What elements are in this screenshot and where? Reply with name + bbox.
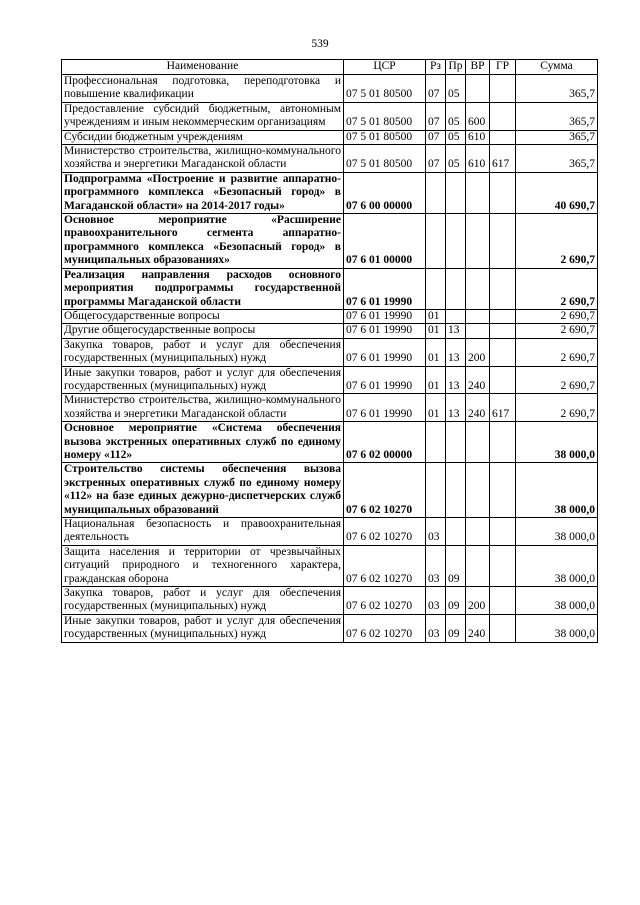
table-row (62, 214, 598, 269)
cell-pr: 13 (446, 394, 466, 422)
cell-gr (490, 75, 516, 103)
cell-csr: 07 6 01 19990 (344, 394, 426, 422)
cell-csr: 07 6 02 10270 (344, 614, 426, 642)
page-number: 539 (311, 38, 329, 50)
cell-gr (490, 268, 516, 309)
cell-rz (426, 214, 446, 269)
cell-sum: 2 690,7 (516, 309, 598, 323)
cell-name: Министерство строительства, жилищно-коммунального хозяйства и энергетики Магаданской области (62, 394, 344, 422)
table-row (62, 130, 598, 144)
cell-sum: 365,7 (516, 145, 598, 173)
cell-pr: 05 (446, 75, 466, 103)
cell-csr: 07 5 01 80500 (344, 75, 426, 103)
cell-vr (466, 172, 490, 213)
cell-vr (466, 268, 490, 309)
cell-vr (466, 309, 490, 323)
cell-gr (490, 422, 516, 463)
cell-vr: 200 (466, 338, 490, 366)
cell-sum: 2 690,7 (516, 268, 598, 309)
cell-gr (490, 587, 516, 615)
cell-name: Основное мероприятие «Расширение правоохранительного сегмента аппаратно-программного комплекса «Безопасный город» в муниципальных образованиях» (62, 214, 344, 269)
cell-rz (426, 463, 446, 518)
cell-rz: 01 (426, 324, 446, 338)
cell-sum: 2 690,7 (516, 366, 598, 394)
cell-vr (466, 463, 490, 518)
table-row (62, 366, 598, 394)
cell-name: Реализация направления расходов основного мероприятия подпрограммы государственной программы Магаданской области (62, 268, 344, 309)
table-row (62, 394, 598, 422)
cell-rz: 07 (426, 145, 446, 173)
cell-pr (446, 172, 466, 213)
cell-csr: 07 6 02 10270 (344, 518, 426, 546)
cell-pr (446, 268, 466, 309)
cell-sum: 40 690,7 (516, 172, 598, 213)
cell-name: Субсидии бюджетным учреждениям (62, 130, 344, 144)
cell-sum: 365,7 (516, 102, 598, 130)
cell-gr (490, 324, 516, 338)
cell-name: Подпрограмма «Построение и развитие аппаратно-программного комплекса «Безопасный город» в Магаданской области» на 2014-2017 годы» (62, 172, 344, 213)
cell-sum: 365,7 (516, 75, 598, 103)
cell-rz (426, 268, 446, 309)
cell-pr: 05 (446, 145, 466, 173)
header-pr: Пр (446, 60, 466, 75)
cell-csr: 07 6 02 10270 (344, 463, 426, 518)
cell-vr: 610 (466, 130, 490, 144)
cell-name: Иные закупки товаров, работ и услуг для обеспечения государственных (муниципальных) нужд (62, 366, 344, 394)
cell-pr: 13 (446, 366, 466, 394)
cell-pr (446, 309, 466, 323)
cell-pr: 09 (446, 587, 466, 615)
cell-sum: 38 000,0 (516, 422, 598, 463)
cell-gr: 617 (490, 145, 516, 173)
cell-name: Защита населения и территории от чрезвычайных ситуаций природного и техногенного характера, гражданская оборона (62, 545, 344, 586)
cell-sum: 2 690,7 (516, 338, 598, 366)
cell-rz: 03 (426, 545, 446, 586)
cell-pr: 09 (446, 614, 466, 642)
header-vr: ВР (466, 60, 490, 75)
cell-csr: 07 6 02 10270 (344, 587, 426, 615)
cell-rz (426, 422, 446, 463)
cell-sum: 2 690,7 (516, 324, 598, 338)
cell-name: Основное мероприятие «Система обеспечения вызова экстренных оперативных служб по единому номеру «112» (62, 422, 344, 463)
cell-rz: 01 (426, 366, 446, 394)
cell-name: Закупка товаров, работ и услуг для обеспечения государственных (муниципальных) нужд (62, 587, 344, 615)
cell-sum: 38 000,0 (516, 463, 598, 518)
cell-vr: 240 (466, 394, 490, 422)
cell-gr: 617 (490, 394, 516, 422)
cell-gr (490, 309, 516, 323)
cell-vr (466, 214, 490, 269)
header-sum: Сумма (516, 60, 598, 75)
table-row (62, 145, 598, 173)
cell-pr: 13 (446, 338, 466, 366)
cell-sum: 38 000,0 (516, 518, 598, 546)
cell-sum: 2 690,7 (516, 214, 598, 269)
cell-gr (490, 366, 516, 394)
cell-pr: 09 (446, 545, 466, 586)
cell-csr: 07 6 01 19990 (344, 338, 426, 366)
cell-rz: 01 (426, 338, 446, 366)
cell-vr (466, 545, 490, 586)
cell-rz: 01 (426, 309, 446, 323)
cell-gr (490, 102, 516, 130)
cell-name: Министерство строительства, жилищно-коммунального хозяйства и энергетики Магаданской области (62, 145, 344, 173)
cell-pr (446, 518, 466, 546)
cell-vr: 240 (466, 366, 490, 394)
cell-name: Другие общегосударственные вопросы (62, 324, 344, 338)
cell-rz: 07 (426, 75, 446, 103)
cell-gr (490, 172, 516, 213)
header-gr: ГР (490, 60, 516, 75)
cell-pr (446, 214, 466, 269)
cell-gr (490, 338, 516, 366)
cell-name: Закупка товаров, работ и услуг для обеспечения государственных (муниципальных) нужд (62, 338, 344, 366)
table-row (62, 324, 598, 338)
cell-sum: 2 690,7 (516, 394, 598, 422)
cell-csr: 07 6 02 10270 (344, 545, 426, 586)
cell-vr: 200 (466, 587, 490, 615)
cell-gr (490, 545, 516, 586)
cell-name: Общегосударственные вопросы (62, 309, 344, 323)
cell-name: Строительство системы обеспечения вызова экстренных оперативных служб по единому номеру «112» на базе единых дежурно-диспетчерских служб муниципальных образований (62, 463, 344, 518)
cell-csr: 07 6 01 19990 (344, 268, 426, 309)
header-rz: Рз (426, 60, 446, 75)
cell-sum: 38 000,0 (516, 545, 598, 586)
cell-csr: 07 5 01 80500 (344, 145, 426, 173)
cell-vr (466, 518, 490, 546)
cell-csr: 07 6 00 00000 (344, 172, 426, 213)
cell-name: Профессиональная подготовка, переподготовка и повышение квалификации (62, 75, 344, 103)
cell-sum: 365,7 (516, 130, 598, 144)
table-row (62, 518, 598, 546)
table-row (62, 268, 598, 309)
cell-vr: 240 (466, 614, 490, 642)
table-body (62, 75, 598, 643)
cell-vr (466, 75, 490, 103)
table-row (62, 463, 598, 518)
table-row (62, 102, 598, 130)
table-row (62, 587, 598, 615)
cell-pr: 13 (446, 324, 466, 338)
cell-rz: 03 (426, 587, 446, 615)
table-row (62, 614, 598, 642)
cell-name: Национальная безопасность и правоохранительная деятельность (62, 518, 344, 546)
table-row (62, 545, 598, 586)
header-csr: ЦСР (344, 60, 426, 75)
cell-sum: 38 000,0 (516, 587, 598, 615)
cell-gr (490, 518, 516, 546)
cell-pr (446, 422, 466, 463)
cell-vr (466, 422, 490, 463)
cell-rz (426, 172, 446, 213)
table-row (62, 309, 598, 323)
cell-csr: 07 6 02 00000 (344, 422, 426, 463)
cell-rz: 07 (426, 130, 446, 144)
budget-table (61, 59, 598, 643)
table-row (62, 75, 598, 103)
cell-csr: 07 6 01 19990 (344, 309, 426, 323)
cell-gr (490, 130, 516, 144)
cell-name: Иные закупки товаров, работ и услуг для обеспечения государственных (муниципальных) нужд (62, 614, 344, 642)
cell-csr: 07 5 01 80500 (344, 102, 426, 130)
table-row (62, 172, 598, 213)
table-row (62, 422, 598, 463)
cell-csr: 07 6 01 00000 (344, 214, 426, 269)
cell-vr: 600 (466, 102, 490, 130)
cell-vr (466, 324, 490, 338)
table-header (62, 60, 598, 75)
cell-gr (490, 614, 516, 642)
header-name: Наименование (62, 60, 344, 75)
cell-rz: 01 (426, 394, 446, 422)
cell-pr (446, 463, 466, 518)
table-row (62, 338, 598, 366)
cell-gr (490, 463, 516, 518)
cell-rz: 03 (426, 614, 446, 642)
cell-csr: 07 6 01 19990 (344, 324, 426, 338)
cell-csr: 07 5 01 80500 (344, 130, 426, 144)
cell-pr: 05 (446, 102, 466, 130)
cell-name: Предоставление субсидий бюджетным, автономным учреждениям и иным некоммерческим организациям (62, 102, 344, 130)
cell-vr: 610 (466, 145, 490, 173)
cell-pr: 05 (446, 130, 466, 144)
cell-gr (490, 214, 516, 269)
cell-rz: 07 (426, 102, 446, 130)
cell-csr: 07 6 01 19990 (344, 366, 426, 394)
cell-sum: 38 000,0 (516, 614, 598, 642)
cell-rz: 03 (426, 518, 446, 546)
